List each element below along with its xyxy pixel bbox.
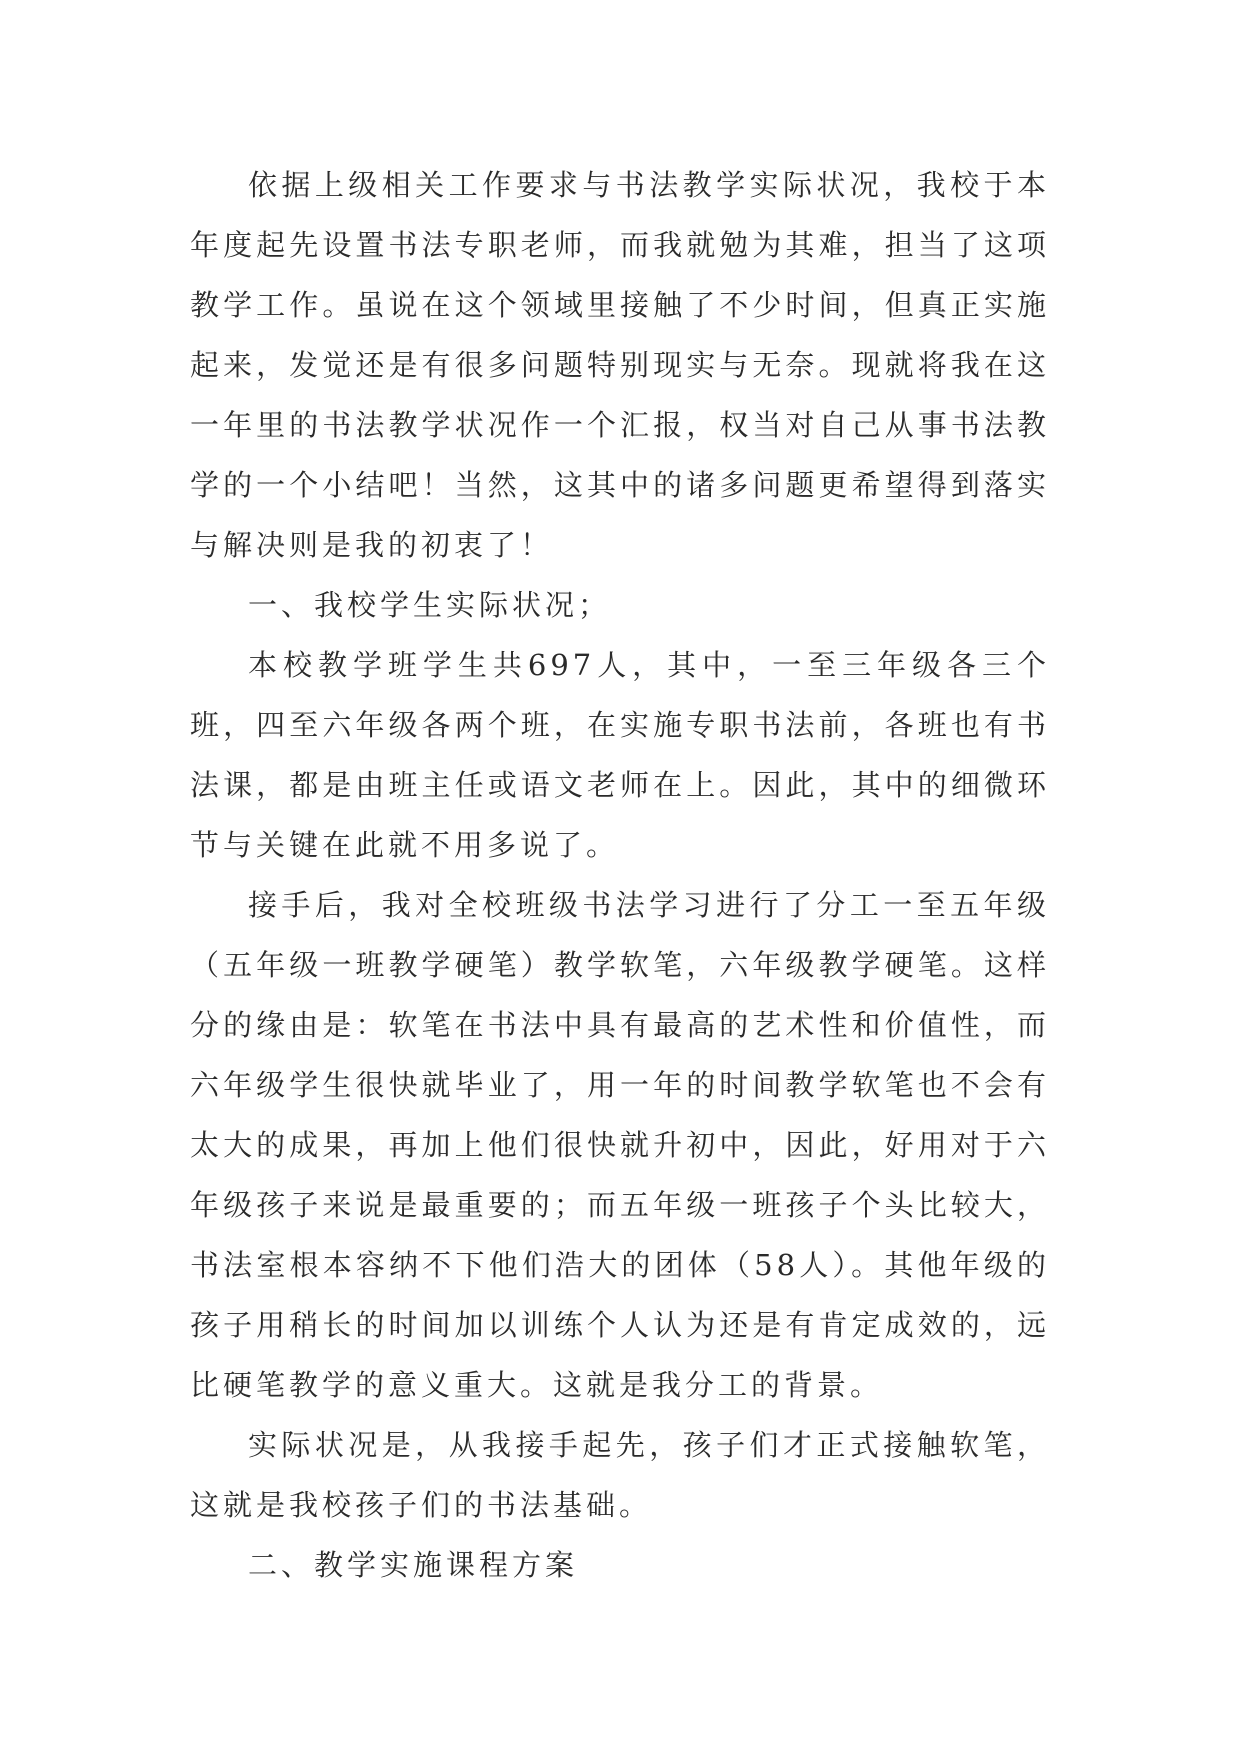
paragraph-intro: 依据上级相关工作要求与书法教学实际状况，我校于本年度起先设置书法专职老师，而我就勉为其难，担当了这项教学工作。虽说在这个领域里接触了不少时间，但真正实施起来，发觉还是有很多问题特别现实与无奈。现就将我在这一年里的书法教学状况作一个汇报，权当对自己从事书法教学的一个小结吧！当然，这其中的诸多问题更希望得到落实与解决则是我的初衷了！	[190, 168, 1050, 562]
section-heading-2: 二、教学实施课程方案	[248, 1548, 579, 1582]
section-heading-1: 一、我校学生实际状况；	[248, 588, 612, 622]
paragraph-division-of-work: 接手后，我对全校班级书法学习进行了分工一至五年级（五年级一班教学硬笔）教学软笔，六年级教学硬笔。这样分的缘由是：软笔在书法中具有最高的艺术性和价值性，而六年级学生很快就毕业了，用一年的时间教学软笔也不会有太大的成果，再加上他们很快就升初中，因此，好用对于六年级孩子来说是最重要的；而五年级一班孩子个头比较大，书法室根本容纳不下他们浩大的团体（58人）。其他年级的孩子用稍长的时间加以训练个人认为还是有肯定成效的，远比硬笔教学的意义重大。这就是我分工的背景。	[190, 888, 1050, 1402]
paragraph-actual-status: 实际状况是，从我接手起先，孩子们才正式接触软笔，这就是我校孩子们的书法基础。	[190, 1428, 1050, 1522]
document-body	[190, 155, 1050, 1595]
paragraph-student-status: 本校教学班学生共697人，其中，一至三年级各三个班，四至六年级各两个班，在实施专职书法前，各班也有书法课，都是由班主任或语文老师在上。因此，其中的细微环节与关键在此就不用多说了。	[190, 648, 1050, 862]
